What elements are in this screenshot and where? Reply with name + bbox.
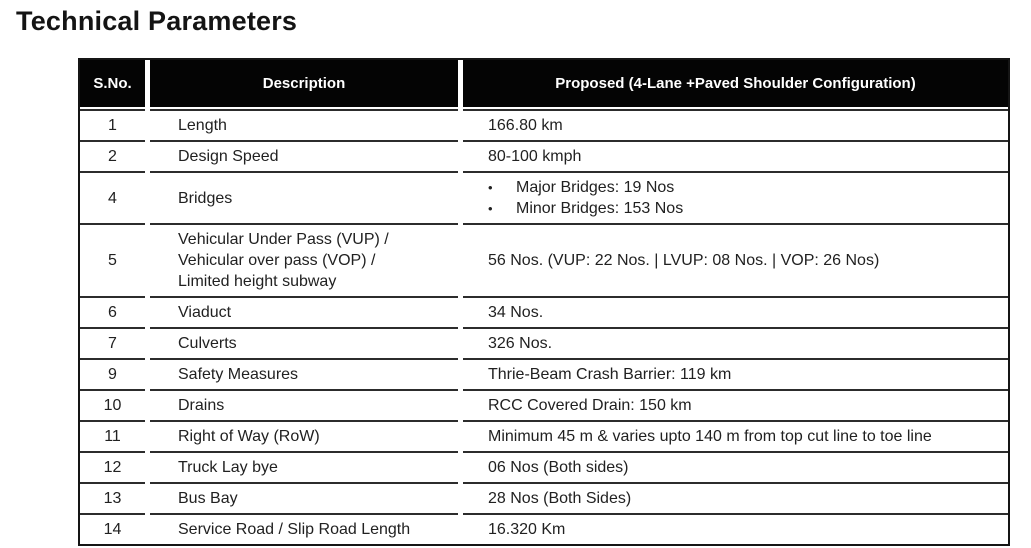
table-row — [80, 513, 1008, 544]
sno-cell: 1 — [80, 109, 145, 140]
proposed-text: 06 Nos (Both sides) — [488, 459, 629, 476]
bullet-item — [488, 177, 683, 198]
sno-cell: 12 — [80, 451, 145, 482]
proposed-cell — [463, 389, 1008, 420]
proposed-cell — [463, 358, 1008, 389]
description-text: Drains — [178, 397, 225, 414]
description-cell — [150, 140, 458, 171]
description-text: Bus Bay — [178, 490, 238, 507]
proposed-cell — [463, 482, 1008, 513]
description-text: Length — [178, 117, 227, 134]
description-cell — [150, 358, 458, 389]
description-cell — [150, 171, 458, 223]
proposed-text: 166.80 km — [488, 117, 563, 134]
table-row — [80, 327, 1008, 358]
bullet-text: Major Bridges: 19 Nos — [516, 179, 675, 196]
sno-cell: 2 — [80, 140, 145, 171]
table-row — [80, 451, 1008, 482]
proposed-text: 16.320 Km — [488, 521, 566, 538]
sno-cell: 10 — [80, 389, 145, 420]
description-text: Bridges — [178, 189, 233, 207]
sno-cell: 4 — [80, 171, 145, 223]
proposed-cell — [463, 140, 1008, 171]
bullet-list — [488, 173, 683, 223]
proposed-text: Minimum 45 m & varies upto 140 m from top cut line to toe line — [488, 428, 932, 445]
proposed-text: 326 Nos. — [488, 335, 553, 352]
bullet-icon: • — [488, 180, 493, 195]
proposed-text: 80-100 kmph — [488, 148, 582, 165]
description-cell — [150, 327, 458, 358]
proposed-cell — [463, 223, 1008, 296]
bullet-item — [488, 198, 683, 219]
proposed-text: Thrie-Beam Crash Barrier: 119 km — [488, 366, 732, 383]
bullet-icon: • — [488, 201, 493, 216]
proposed-cell — [463, 327, 1008, 358]
description-cell — [150, 513, 458, 544]
sno-cell: 13 — [80, 482, 145, 513]
table-row — [80, 420, 1008, 451]
proposed-cell — [463, 451, 1008, 482]
table-row — [80, 358, 1008, 389]
table-row — [80, 296, 1008, 327]
description-text: Viaduct — [178, 304, 232, 321]
description-text: Truck Lay bye — [178, 459, 278, 476]
sno-cell: 6 — [80, 296, 145, 327]
description-cell — [150, 223, 458, 296]
proposed-cell — [463, 296, 1008, 327]
header-cell-description: Description — [150, 60, 458, 107]
proposed-cell — [463, 420, 1008, 451]
description-cell — [150, 451, 458, 482]
table-row — [80, 171, 1008, 223]
description-cell — [150, 482, 458, 513]
sno-cell: 11 — [80, 420, 145, 451]
proposed-cell — [463, 171, 1008, 223]
description-text: Service Road / Slip Road Length — [178, 521, 411, 538]
proposed-text: RCC Covered Drain: 150 km — [488, 397, 692, 414]
table-row — [80, 223, 1008, 296]
table-row — [80, 482, 1008, 513]
description-text: Right of Way (RoW) — [178, 428, 320, 445]
description-text: Design Speed — [178, 148, 279, 165]
proposed-cell — [463, 109, 1008, 140]
description-cell — [150, 296, 458, 327]
bullet-text: Minor Bridges: 153 Nos — [516, 200, 684, 217]
proposed-cell — [463, 513, 1008, 544]
description-text: Vehicular Under Pass (VUP) / Vehicular over pass (VOP) / Limited height subway — [178, 231, 389, 290]
table-header-row — [80, 60, 1008, 107]
technical-parameters-table — [78, 58, 1010, 546]
header-cell-proposed: Proposed (4-Lane +Paved Shoulder Configuration) — [463, 60, 1008, 107]
description-cell — [150, 109, 458, 140]
sno-cell: 9 — [80, 358, 145, 389]
sno-cell: 14 — [80, 513, 145, 544]
description-cell — [150, 389, 458, 420]
table-body — [80, 109, 1008, 544]
proposed-text: 34 Nos. — [488, 304, 544, 321]
table-row — [80, 389, 1008, 420]
description-text: Culverts — [178, 335, 237, 352]
description-text: Safety Measures — [178, 366, 299, 383]
description-cell — [150, 420, 458, 451]
sno-cell: 5 — [80, 223, 145, 296]
table-row — [80, 109, 1008, 140]
proposed-text: 56 Nos. (VUP: 22 Nos. | LVUP: 08 Nos. | VOP: 26 Nos) — [488, 252, 880, 269]
table-row — [80, 140, 1008, 171]
header-cell-sno: S.No. — [80, 60, 145, 107]
proposed-text: 28 Nos (Both Sides) — [488, 490, 632, 507]
page-title: Technical Parameters — [16, 6, 298, 36]
sno-cell: 7 — [80, 327, 145, 358]
